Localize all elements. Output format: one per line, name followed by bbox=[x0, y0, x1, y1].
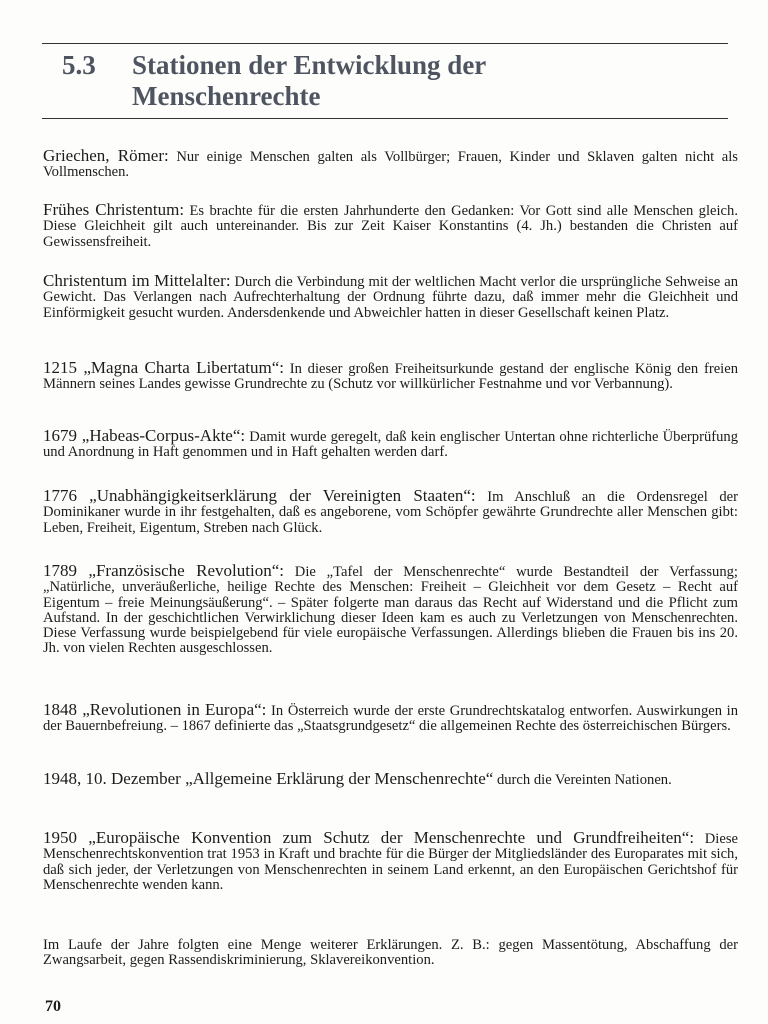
entry-text: In Österreich wurde der erste Grundrechtskatalog entworfen. Auswirkungen in der Bauernbefreiung. – 1867 definierte das „Staatsgrundgesetz“ die allgemeinen Rechte des österreichischen Bürgers. bbox=[43, 703, 739, 735]
entry-lead: 1848 „Revolutionen in Europa“: bbox=[43, 700, 267, 719]
entry-text: Damit wurde geregelt, daß kein englischer Untertan ohne richterliche Überprüfung und Anordnung in Haft genommen und in Haft gehalten werden darf. bbox=[43, 429, 738, 461]
entry-text: Im Anschluß an die Ordensregel der Dominikaner wurde in ihr festgehalten, daß es angeborene, vom Schöpfer gewährte Grundrechte aller Menschen gibt: Leben, Freiheit, Eigentum, Streben nach Glück. bbox=[43, 489, 738, 536]
entry-fruehes-christentum bbox=[43, 202, 738, 250]
top-rule bbox=[42, 43, 728, 44]
bottom-rule bbox=[42, 118, 728, 119]
entry-weitere-erklaerungen bbox=[43, 936, 738, 969]
entry-text: Diese Menschenrechtskonvention trat 1953 in Kraft und brachte für die Bürger der Mitgliedsländer des Europarates mit sich, daß sich jeder, der Verletzungen von Menschenrechten in seinem Land erkennt, an den Europäischen Gerichtshof für Menschenrechte wenden kann. bbox=[43, 831, 738, 893]
entry-revolutionen-europa bbox=[43, 702, 738, 735]
entry-lead: 1789 „Französische Revolution“: bbox=[43, 561, 284, 580]
entry-lead: Frühes Christentum: bbox=[43, 200, 185, 219]
entry-habeas-corpus bbox=[43, 428, 738, 461]
section-title-line2: Menschenrechte bbox=[132, 81, 321, 111]
entry-christentum-mittelalter bbox=[43, 273, 738, 321]
entry-text: Es brachte für die ersten Jahrhunderte den Gedanken: Vor Gott sind alle Menschen gleich. Diese Gleichheit gilt auch untereinander. Bis zur Zeit Kaiser Konstantins (4. Jh.) bestanden die Christen auf Gewissensfreiheit. bbox=[43, 203, 738, 250]
entry-lead: Christentum im Mittelalter: bbox=[43, 271, 231, 290]
entry-allgemeine-erklaerung bbox=[43, 771, 738, 788]
section-number: 5.3 bbox=[62, 50, 96, 80]
section-heading bbox=[62, 50, 702, 112]
entry-griechen-roemer bbox=[43, 148, 738, 181]
entry-lead: 1679 „Habeas-Corpus-Akte“: bbox=[43, 426, 246, 445]
entry-text: Die „Tafel der Menschenrechte“ wurde Bestandteil der Verfassung; „Natürliche, unveräußerliche, heilige Rechte des Menschen: Freiheit – Gleichheit vor dem Gesetz – Recht auf Eigentum – freie Meinungsäußerung“. – Später folgerte man daraus das Recht auf Widerstand und die Pflicht zum Aufstand. In der geschichtlichen Verwirklichung dieser Ideen kam es auch zu Verletzungen von Menschenrechten. Diese Verfassung wurde beispielgebend für viele europäische Verfassungen. Allerdings blieben die Frauen bis ins 20. Jh. von vielen Rechten ausgeschlossen. bbox=[43, 564, 738, 657]
entry-text: durch die Vereinten Nationen. bbox=[493, 772, 672, 788]
page-number: 70 bbox=[45, 998, 61, 1015]
entry-lead: 1948, 10. Dezember „Allgemeine Erklärung der Menschenrechte“ bbox=[43, 769, 494, 788]
entry-lead: 1776 „Unabhängigkeitserklärung der Vereinigten Staaten“: bbox=[43, 486, 476, 505]
entry-europaeische-konvention bbox=[43, 830, 738, 893]
entry-lead: Griechen, Römer: bbox=[43, 146, 169, 165]
entry-text: Im Laufe der Jahre folgten eine Menge weiterer Erklärungen. Z. B.: gegen Massentötung, Abschaffung der Zwangsarbeit, gegen Rassendiskriminierung, Sklavereikonvention. bbox=[43, 937, 738, 969]
entry-lead: 1950 „Europäische Konvention zum Schutz der Menschenrechte und Grundfreiheiten“: bbox=[43, 828, 695, 847]
entry-text: Nur einige Menschen galten als Vollbürger; Frauen, Kinder und Sklaven galten nicht als Vollmenschen. bbox=[43, 149, 738, 181]
section-title-line1: Stationen der Entwicklung der bbox=[132, 50, 487, 80]
entry-unabhaengigkeitserklaerung bbox=[43, 488, 738, 536]
entry-franzoesische-revolution bbox=[43, 563, 738, 657]
entry-text: Durch die Verbindung mit der weltlichen Macht verlor die ursprüngliche Sehweise an Gewicht. Das Verlangen nach Aufrechterhaltung der Ordnung führte dazu, daß immer mehr die Gleichheit und Einförmigkeit gesucht wurden. Andersdenkende und Abweichler hatten in dieser Gesellschaft keinen Platz. bbox=[43, 274, 738, 321]
entry-lead: 1215 „Magna Charta Libertatum“: bbox=[43, 358, 284, 377]
entry-magna-charta bbox=[43, 360, 738, 393]
entry-text: In dieser großen Freiheitsurkunde gestand der englische König den freien Männern seines Landes gewisse Grundrechte zu (Schutz vor willkürlicher Festnahme und vor Verbannung). bbox=[43, 361, 738, 393]
